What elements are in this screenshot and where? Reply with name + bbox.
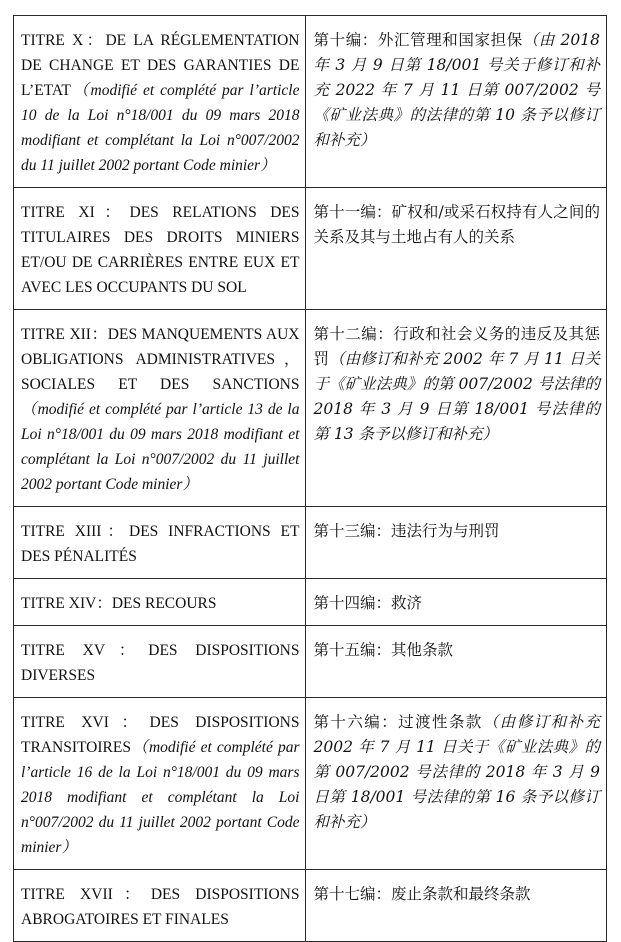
french-title: TITRE XVI：DES DISPOSITIONS TRANSITOIRES — [21, 714, 300, 756]
table-row — [14, 626, 607, 698]
chinese-cell — [306, 310, 607, 507]
french-cell — [14, 188, 306, 310]
french-title: TITRE XV：DES DISPOSITIONS DIVERSES — [21, 642, 300, 684]
french-title: TITRE XI：DES RELATIONS DES TITULAIRES DES DROITS MINIERS ET/OU DE CARRIÈRES ENTRE EUX ET AVEC LES OCCUPANTS DU SOL — [21, 204, 300, 296]
chinese-cell — [306, 698, 607, 870]
table-row — [14, 507, 607, 579]
chinese-note: （由 2018 年 3 月 9 日第 18/001 号关于修订和补充 2022 年 7 月 11 日第 007/2002 号《矿业法典》的法律的第 10 条予以修订和补充） — [313, 31, 600, 149]
chinese-title: 第十七编：废止条款和最终条款 — [313, 885, 531, 903]
table-row — [14, 698, 607, 870]
chinese-title: 第十六编：过渡性条款 — [313, 713, 483, 731]
table-row — [14, 579, 607, 626]
table-row — [14, 188, 607, 310]
chinese-note: （由修订和补充 2002 年 7 月 11 日关于《矿业法典》的第 007/2002 号法律的 2018 年 3 月 9 日第 18/001 号法律的第 13 条予以修订和补充） — [313, 350, 600, 443]
french-cell — [14, 579, 306, 626]
chinese-title: 第十四编：救济 — [313, 594, 422, 612]
table-row — [14, 870, 607, 942]
chinese-title: 第十一编：矿权和/或采石权持有人之间的关系及其与土地占有人的关系 — [313, 203, 600, 246]
french-title: TITRE XIII：DES INFRACTIONS ET DES PÉNALITÉS — [21, 523, 300, 565]
french-title: TITRE XIV：DES RECOURS — [21, 595, 217, 612]
french-note: （modifié et complété par l’article 13 de la Loi n°18/001 du 09 mars 2018 modifiant et complétant la Loi n°007/2002 du 11 juillet 2002 portant Code minier） — [21, 401, 300, 493]
french-title: TITRE X：DE LA RÉGLEMENTATION DE CHANGE ET DES GARANTIES DE L’ETAT — [21, 32, 300, 99]
chinese-cell — [306, 579, 607, 626]
chinese-cell — [306, 870, 607, 942]
french-note: （modifié et complété par l’article 10 de la Loi n°18/001 du 09 mars 2018 modifiant et complétant la Loi n°007/2002 du 11 juillet 2002 portant Code minier） — [21, 82, 300, 174]
french-note: （modifié et complété par l’article 16 de la Loi n°18/001 du 09 mars 2018 modifiant et complétant la Loi n°007/2002 du 11 juillet 2002 portant Code minier） — [21, 739, 300, 856]
table-row — [14, 310, 607, 507]
chinese-title: 第十三编：违法行为与刑罚 — [313, 522, 500, 540]
french-title: TITRE XII：DES MANQUEMENTS AUX OBLIGATIONS ADMINISTRATIVES，SOCIALES ET DES SANCTIONS — [21, 326, 300, 393]
french-cell — [14, 626, 306, 698]
table-row — [14, 16, 607, 188]
chinese-cell — [306, 16, 607, 188]
chinese-cell — [306, 188, 607, 310]
french-title: TITRE XVII：DES DISPOSITIONS ABROGATOIRES ET FINALES — [21, 886, 300, 928]
chinese-note: （由修订和补充 2002 年 7 月 11 日关于《矿业法典》的第 007/2002 号法律的 2018 年 3 月 9 日第 18/001 号法律的第 16 条予以修订和补充） — [313, 713, 600, 831]
chinese-title: 第十二编：行政和社会义务的违反及其惩罚 — [313, 325, 600, 368]
french-cell — [14, 870, 306, 942]
chinese-title: 第十五编：其他条款 — [313, 641, 453, 659]
french-cell — [14, 310, 306, 507]
titles-table — [13, 15, 607, 942]
chinese-cell — [306, 507, 607, 579]
french-cell — [14, 16, 306, 188]
chinese-cell — [306, 626, 607, 698]
chinese-title: 第十编：外汇管理和国家担保 — [313, 31, 523, 49]
french-cell — [14, 698, 306, 870]
french-cell — [14, 507, 306, 579]
